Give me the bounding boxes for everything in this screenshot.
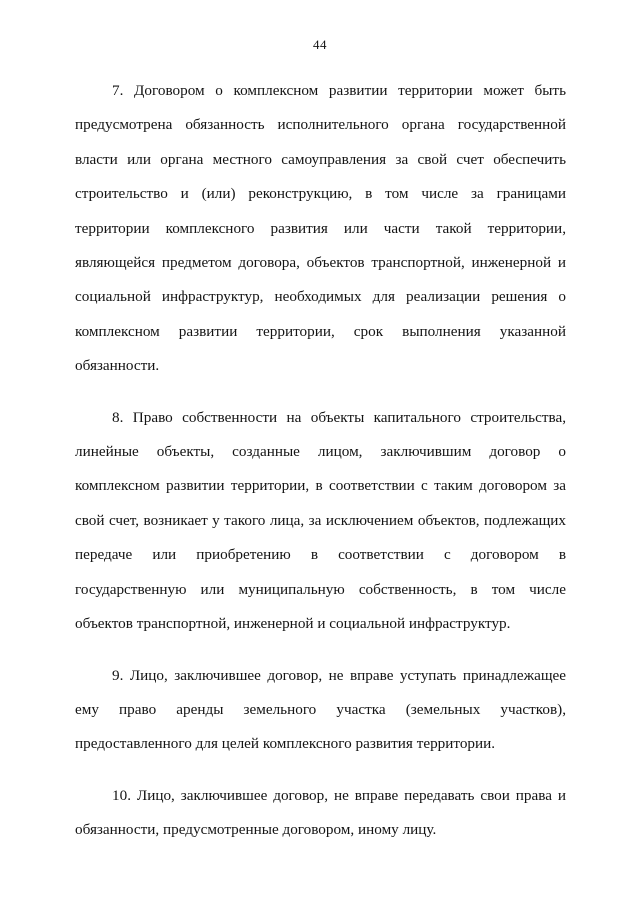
paragraph-7: 7. Договором о комплексном развитии территории может быть предусмотрена обязанность исполнительного органа государственной власти или органа местного самоуправления за свой счет обеспечить строительство и (или) реконструкцию, в том числе за границами территории комплексного развития или части такой территории, являющейся предметом договора, объектов транспортной, инженерной и социальной инфраструктур, необходимых для реализации решения о комплексном развитии территории, срок выполнения указанной обязанности. xyxy=(75,82,566,375)
page-number: 44 xyxy=(313,37,327,52)
document-body xyxy=(75,74,566,865)
paragraph-8: 8. Право собственности на объекты капитального строительства, линейные объекты, созданные лицом, заключившим договор о комплексном развитии территории, в соответствии с таким договором за свой счет, возникает у такого лица, за исключением объектов, подлежащих передаче или приобретению в соответствии с договором в государственную или муниципальную собственность, в том числе объектов транспортной, инженерной и социальной инфраструктур. xyxy=(75,408,566,633)
paragraph-10: 10. Лицо, заключившее договор, не вправе передавать свои права и обязанности, предусмотренные договором, иному лицу. xyxy=(75,786,566,839)
paragraph-9: 9. Лицо, заключившее договор, не вправе уступать принадлежащее ему право аренды земельного участка (земельных участков), предоставленного для целей комплексного развития территории. xyxy=(75,666,566,753)
